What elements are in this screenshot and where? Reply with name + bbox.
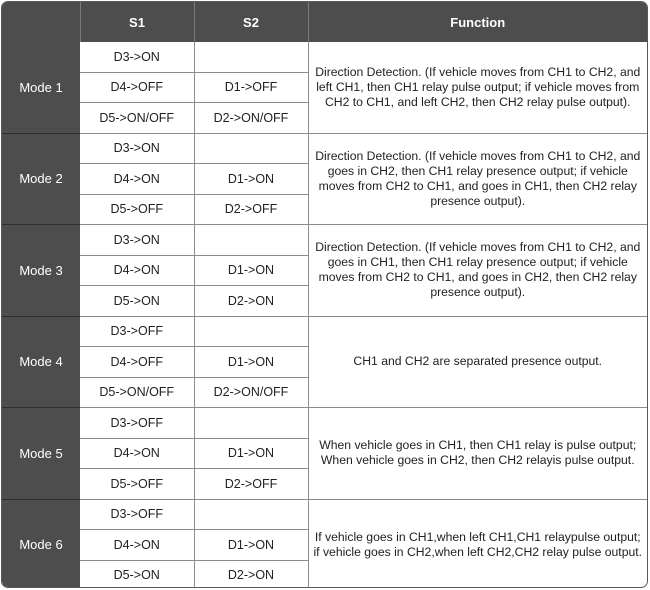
function-cell: Direction Detection. (If vehicle moves from CH1 to CH2, and goes in CH1, then CH1 relay presence output; if vehicle moves from CH2 to CH1, and goes in CH2, then CH2 relay presence output). — [308, 225, 647, 317]
table-row — [2, 499, 647, 530]
s1-cell: D3->ON — [80, 133, 194, 164]
mode-label: Mode 1 — [2, 42, 80, 133]
s1-cell: D4->ON — [80, 438, 194, 469]
s2-cell — [194, 408, 308, 439]
header-function: Function — [308, 2, 647, 42]
header-s2: S2 — [194, 2, 308, 42]
s1-cell: D3->OFF — [80, 408, 194, 439]
s2-cell: D2->ON/OFF — [194, 103, 308, 134]
s1-cell: D4->ON — [80, 164, 194, 195]
s1-cell: D5->ON/OFF — [80, 377, 194, 408]
mode-table — [2, 2, 647, 588]
table-row — [2, 225, 647, 256]
s1-cell: D5->ON — [80, 286, 194, 317]
function-cell: Direction Detection. (If vehicle moves from CH1 to CH2, and goes in CH2, then CH1 relay presence output; if vehicle moves from CH2 to CH1, and goes in CH1, then CH2 relay presence output). — [308, 133, 647, 225]
s2-cell: D1->ON — [194, 438, 308, 469]
s2-cell: D2->ON — [194, 286, 308, 317]
s2-cell — [194, 316, 308, 347]
s1-cell: D5->OFF — [80, 469, 194, 500]
function-cell: If vehicle goes in CH1,when left CH1,CH1 relaypulse output; if vehicle goes in CH2,when left CH2,CH2 relay pulse output. — [313, 529, 643, 559]
s2-cell: D2->ON/OFF — [194, 377, 308, 408]
s2-cell: D1->ON — [194, 347, 308, 378]
mode-label: Mode 2 — [2, 133, 80, 225]
table-row — [2, 133, 647, 164]
s1-cell: D3->ON — [80, 225, 194, 256]
s1-cell: D5->ON — [80, 560, 194, 588]
header-blank — [2, 2, 80, 42]
s2-cell — [194, 499, 308, 530]
table-row — [2, 316, 647, 347]
s1-cell: D3->OFF — [80, 316, 194, 347]
function-cell: Direction Detection. (If vehicle moves from CH1 to CH2, and left CH1, then CH1 relay pulse output; if vehicle moves from CH2 to CH1, and left CH2, then CH2 relay pulse output). — [308, 42, 647, 133]
mode-rows — [2, 42, 647, 588]
function-cell: When vehicle goes in CH1, then CH1 relay is pulse output; When vehicle goes in CH2, then CH2 relayis pulse output. — [308, 408, 647, 500]
s1-cell: D4->ON — [80, 530, 194, 561]
s1-cell: D3->OFF — [80, 499, 194, 530]
s2-cell: D1->ON — [194, 530, 308, 561]
mode-label: Mode 5 — [2, 408, 80, 500]
mode-table-container — [1, 1, 648, 588]
header-row — [2, 2, 647, 42]
header-s1: S1 — [80, 2, 194, 42]
s2-cell — [194, 225, 308, 256]
s1-cell: D3->ON — [80, 42, 194, 72]
s2-cell: D2->ON — [194, 560, 308, 588]
table-row — [2, 42, 647, 72]
s2-cell: D2->OFF — [194, 469, 308, 500]
s1-cell: D4->OFF — [80, 72, 194, 103]
s2-cell — [194, 133, 308, 164]
s2-cell — [194, 42, 308, 72]
s2-cell: D2->OFF — [194, 194, 308, 225]
s1-cell: D4->OFF — [80, 347, 194, 378]
s2-cell: D1->OFF — [194, 72, 308, 103]
mode-label: Mode 3 — [2, 225, 80, 317]
s1-cell: D4->ON — [80, 255, 194, 286]
mode-label: Mode 6 — [2, 499, 80, 588]
s2-cell: D1->ON — [194, 164, 308, 195]
s1-cell: D5->OFF — [80, 194, 194, 225]
function-cell: CH1 and CH2 are separated presence output. — [308, 316, 647, 408]
mode-label: Mode 4 — [2, 316, 80, 408]
s1-cell: D5->ON/OFF — [80, 103, 194, 134]
s2-cell: D1->ON — [194, 255, 308, 286]
table-row — [2, 408, 647, 439]
